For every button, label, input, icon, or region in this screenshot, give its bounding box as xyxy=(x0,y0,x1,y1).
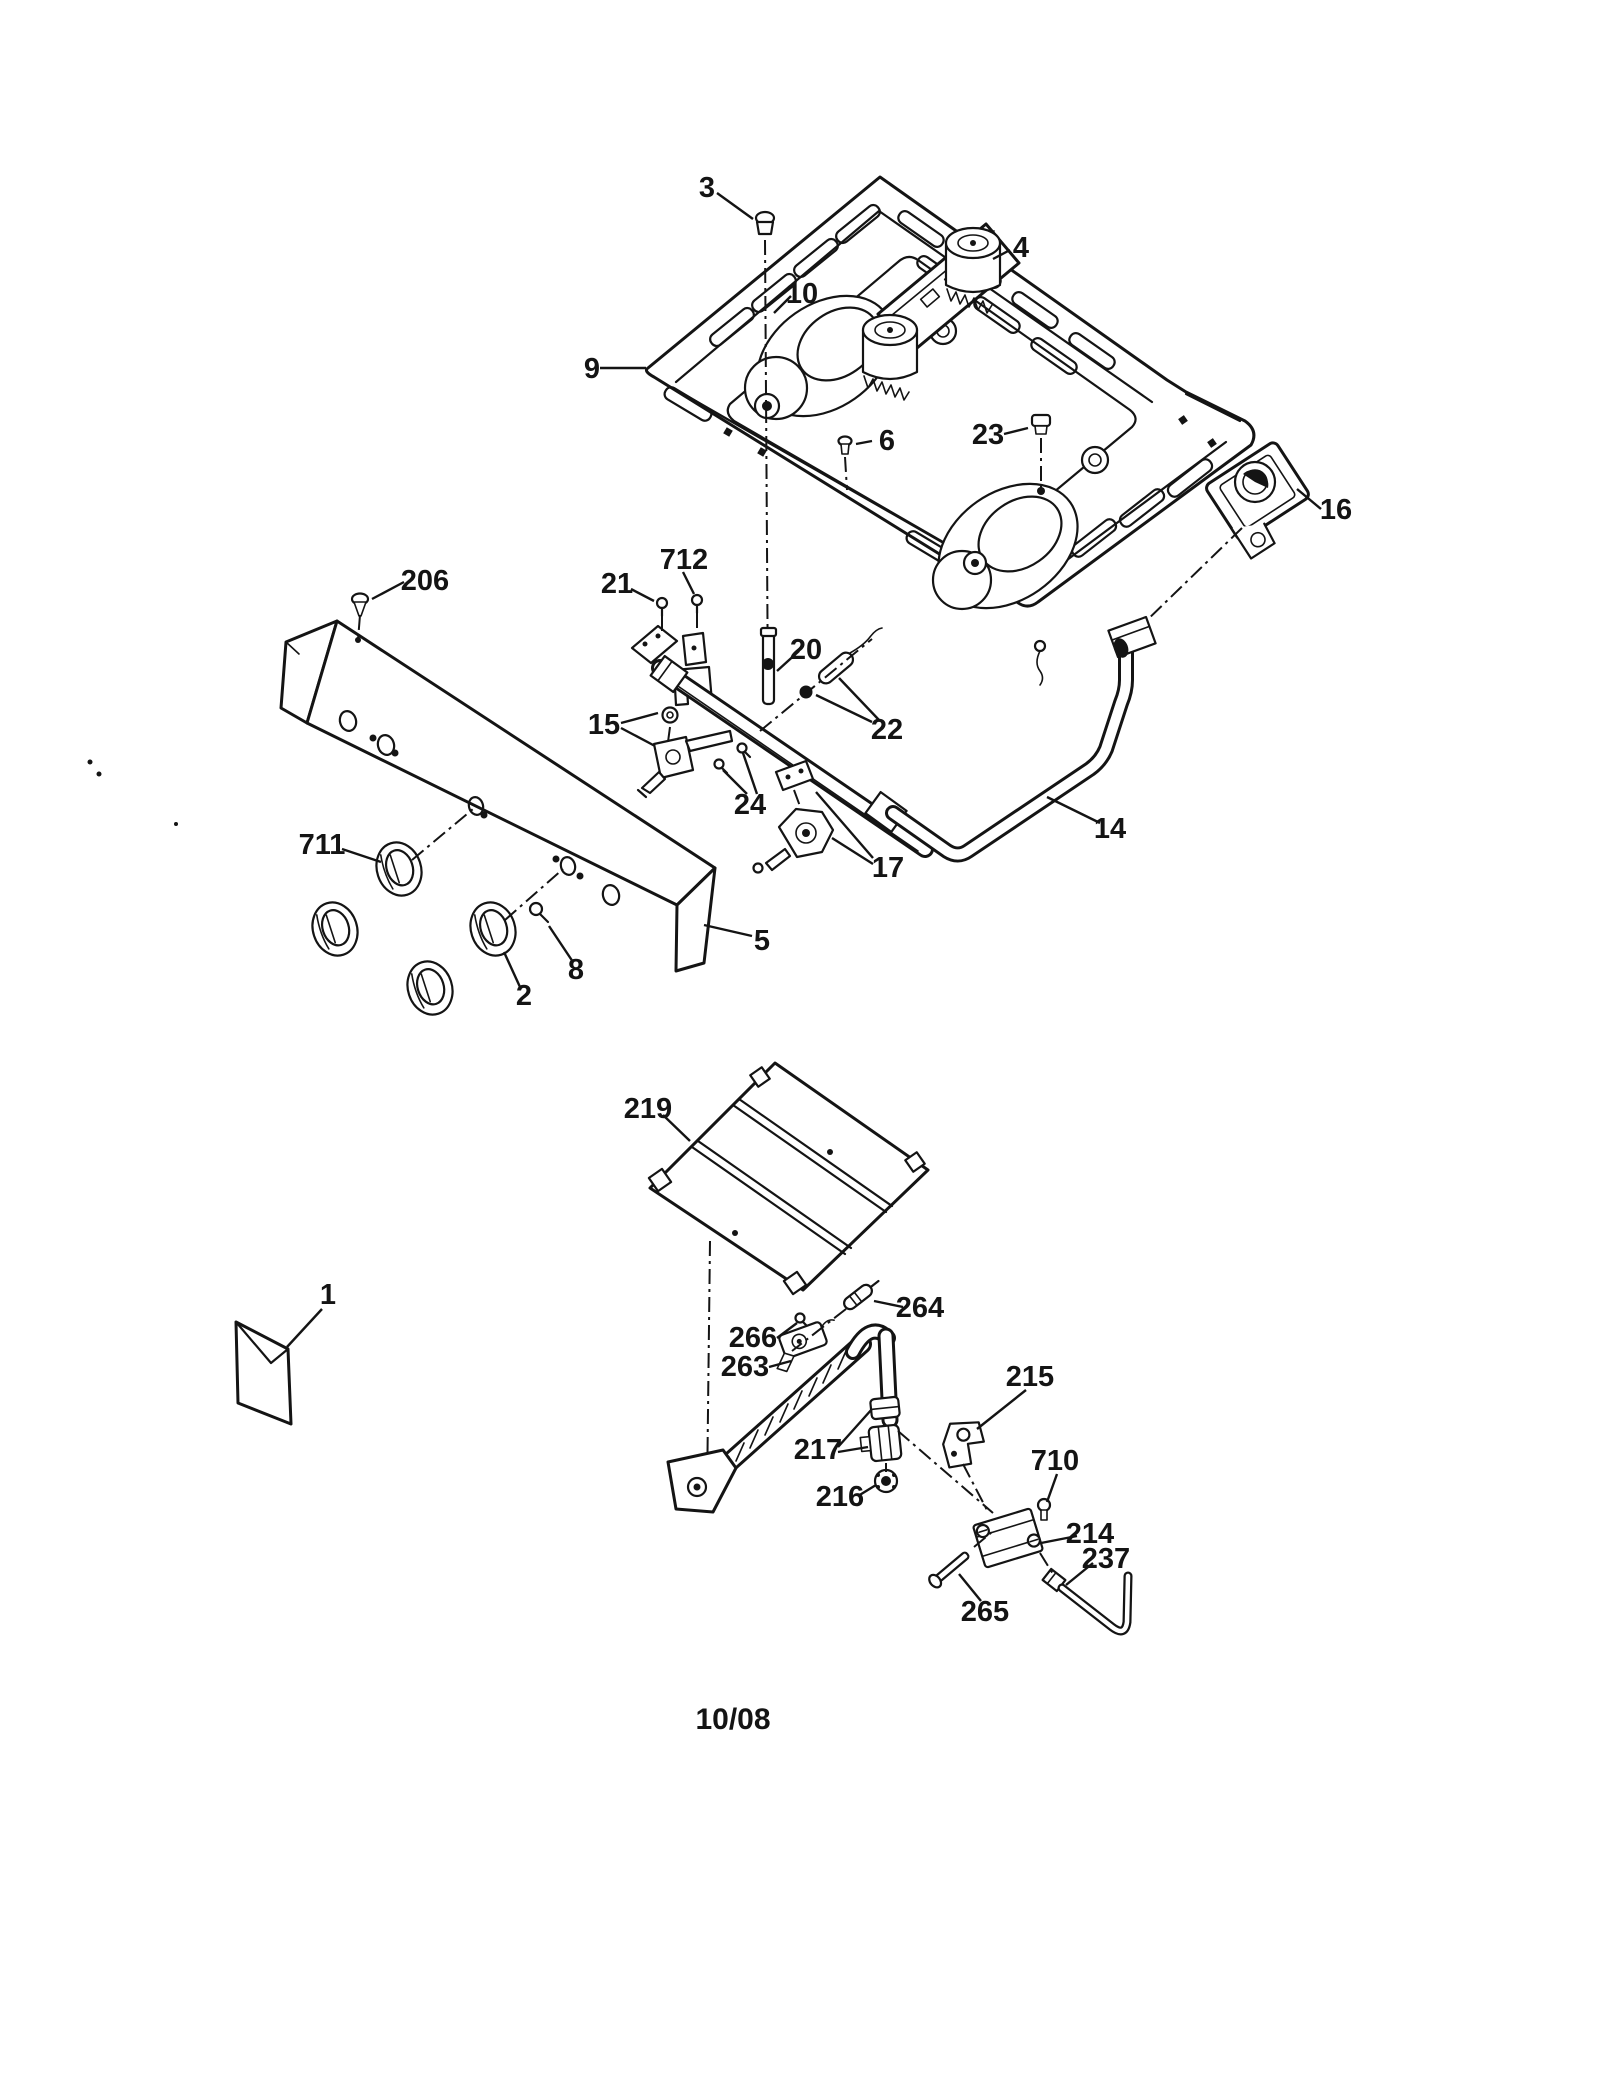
callout-9: 9 xyxy=(583,353,601,385)
callout-21: 21 xyxy=(600,568,634,600)
grommet-wire-pin xyxy=(1035,641,1045,685)
ignitor-electrode-264 xyxy=(842,1276,882,1311)
nut-15 xyxy=(663,708,678,723)
callout-5: 5 xyxy=(753,925,771,957)
callout-219: 219 xyxy=(623,1093,673,1125)
screw-3 xyxy=(756,212,774,234)
callout-266: 266 xyxy=(728,1322,778,1354)
literature-pack-1 xyxy=(236,1322,291,1424)
callout-1: 1 xyxy=(319,1279,337,1311)
callout-237: 237 xyxy=(1081,1543,1131,1575)
callout-4: 4 xyxy=(1012,232,1030,264)
ignitor-tube-237 xyxy=(1043,1569,1128,1631)
callout-214: 214 xyxy=(1065,1518,1115,1550)
screw-8 xyxy=(530,903,548,922)
callout-17: 17 xyxy=(871,852,905,884)
pin-265 xyxy=(927,1549,972,1590)
manifold-pipe-assembly xyxy=(632,626,925,873)
callout-16: 16 xyxy=(1319,494,1353,526)
callout-206: 206 xyxy=(400,565,450,597)
revision-date: 10/08 xyxy=(695,1703,771,1736)
screw-712 xyxy=(692,595,702,613)
callout-215: 215 xyxy=(1005,1361,1055,1393)
callout-15: 15 xyxy=(587,709,621,741)
valve-stem-20 xyxy=(761,628,776,704)
callout-23: 23 xyxy=(971,419,1005,451)
callout-22: 22 xyxy=(870,714,904,746)
print-speckles xyxy=(88,760,179,827)
callout-2: 2 xyxy=(515,980,533,1012)
callout-263: 263 xyxy=(720,1351,770,1383)
callout-24: 24 xyxy=(733,789,767,821)
orifice-union-217 xyxy=(859,1397,901,1463)
screw-206 xyxy=(352,594,368,617)
callout-712: 712 xyxy=(659,544,709,576)
callout-6: 6 xyxy=(878,425,896,457)
control-knob-2 xyxy=(464,897,523,962)
callout-217: 217 xyxy=(793,1434,843,1466)
callout-265: 265 xyxy=(960,1596,1010,1628)
callout-711: 711 xyxy=(298,829,346,861)
control-knob-711 xyxy=(370,837,429,902)
callout-8: 8 xyxy=(567,954,585,986)
callout-710: 710 xyxy=(1030,1445,1080,1477)
orifice-ring-216 xyxy=(875,1470,897,1492)
callout-14: 14 xyxy=(1093,813,1127,845)
callout-10: 10 xyxy=(785,278,819,310)
callout-20: 20 xyxy=(789,634,823,666)
burner-mount-paddle xyxy=(668,1450,736,1512)
callout-3: 3 xyxy=(698,172,716,204)
control-knob xyxy=(401,956,460,1021)
heat-shield-219 xyxy=(649,1063,928,1294)
callout-216: 216 xyxy=(815,1481,865,1513)
regulator-bracket xyxy=(776,761,813,790)
screw-21 xyxy=(657,598,667,616)
control-knob xyxy=(306,897,365,962)
callout-264: 264 xyxy=(895,1292,945,1324)
